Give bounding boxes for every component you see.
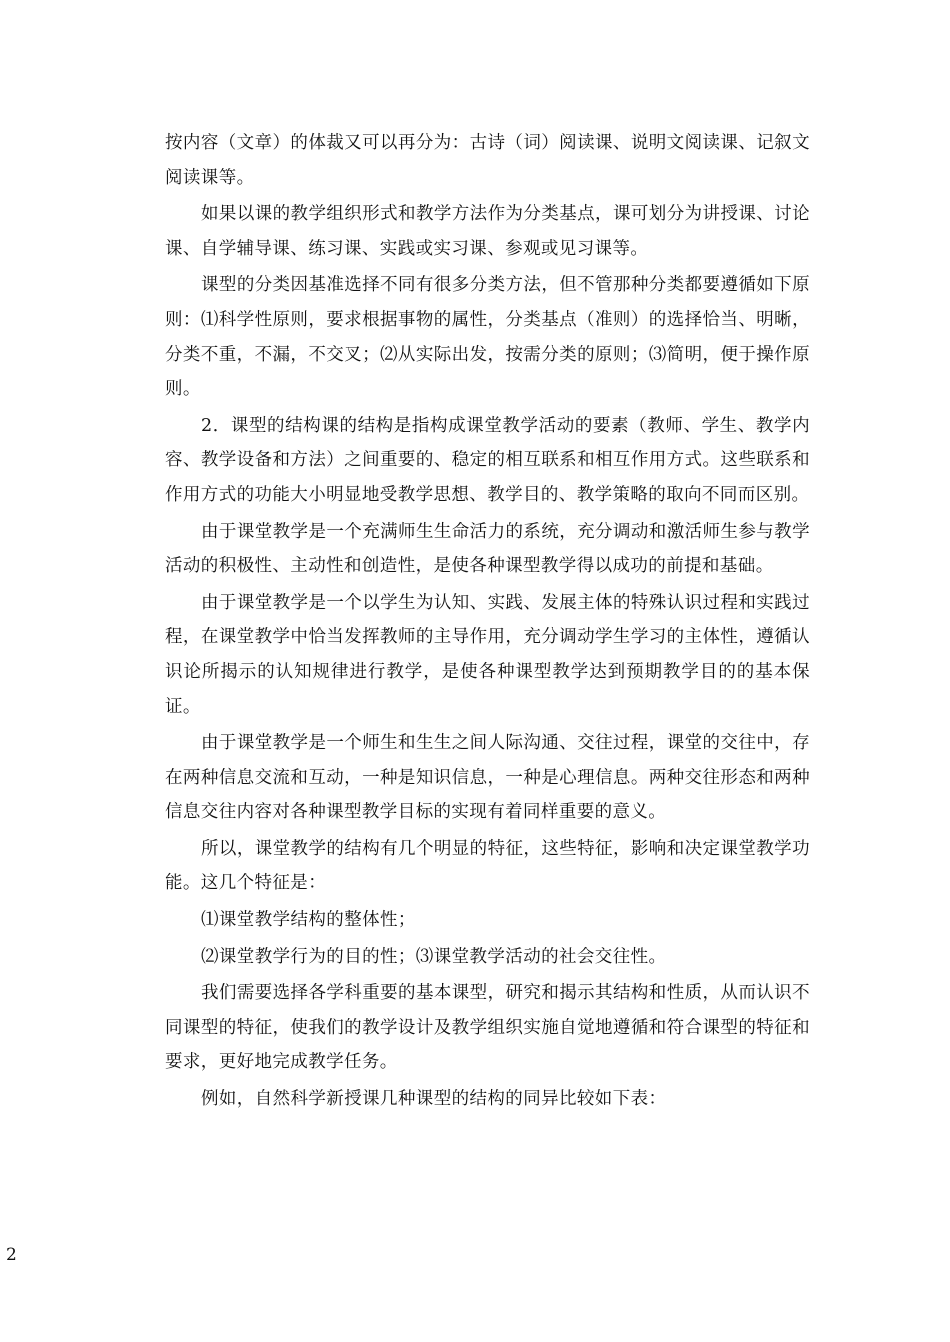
paragraph-10: ⑵课堂教学行为的目的性；⑶课堂教学活动的社会交往性。 bbox=[201, 946, 667, 967]
paragraph-8: 所以，课堂教学的结构有几个明显的特征，这些特征，影响和决定课堂教学功能。这几个特征是： bbox=[165, 838, 810, 894]
paragraph-4: 2．课型的结构课的结构是指构成课堂教学活动的要素（教师、学生、教学内容、教学设备和方法）之间重要的、稳定的相互联系和相互作用方式。这些联系和作用方式的功能大小明显地受教学思想、教学目的、教学策略的取向不同而区别。 bbox=[165, 415, 810, 505]
paragraph-7: 由于课堂教学是一个师生和生生之间人际沟通、交往过程，课堂的交往中，存在两种信息交流和互动，一种是知识信息，一种是心理信息。两种交往形态和两种信息交往内容对各种课型教学目标的实现有着同样重要的意义。 bbox=[165, 733, 810, 823]
paragraph-2: 如果以课的教学组织形式和教学方法作为分类基点，课可划分为讲授课、讨论课、自学辅导课、练习课、实践或实习课、参观或见习课等。 bbox=[165, 204, 810, 259]
paragraph-1: 按内容（文章）的体裁又可以再分为：古诗（词）阅读课、说明文阅读课、记叙文阅读课等。 bbox=[165, 133, 810, 188]
paragraph-12: 例如，自然科学新授课几种课型的结构的同异比较如下表： bbox=[201, 1089, 667, 1110]
paragraph-3: 课型的分类因基准选择不同有很多分类方法，但不管那种分类都要遵循如下原则：⑴科学性原则，要求根据事物的属性，分类基点（准则）的选择恰当、明晰，分类不重，不漏，不交叉；⑵从实际出发，按需分类的原则；⑶简明，便于操作原则。 bbox=[165, 275, 810, 400]
paragraph-9: ⑴课堂教学结构的整体性； bbox=[201, 910, 416, 931]
paragraph-6: 由于课堂教学是一个以学生为认知、实践、发展主体的特殊认识过程和实践过程，在课堂教学中恰当发挥教师的主导作用，充分调动学生学习的主体性，遵循认识论所揭示的认知规律进行教学，是使各种课型教学达到预期教学目的的基本保证。 bbox=[165, 592, 810, 717]
paragraph-5: 由于课堂教学是一个充满师生生命活力的系统，充分调动和激活师生参与教学活动的积极性、主动性和创造性，是使各种课型教学得以成功的前提和基础。 bbox=[165, 521, 810, 577]
document-body bbox=[165, 126, 810, 1119]
paragraph-11: 我们需要选择各学科重要的基本课型，研究和揭示其结构和性质，从而认识不同课型的特征，使我们的教学设计及教学组织实施自觉地遵循和符合课型的特征和要求，更好地完成教学任务。 bbox=[165, 983, 810, 1073]
page-number: 2 bbox=[6, 1245, 17, 1265]
